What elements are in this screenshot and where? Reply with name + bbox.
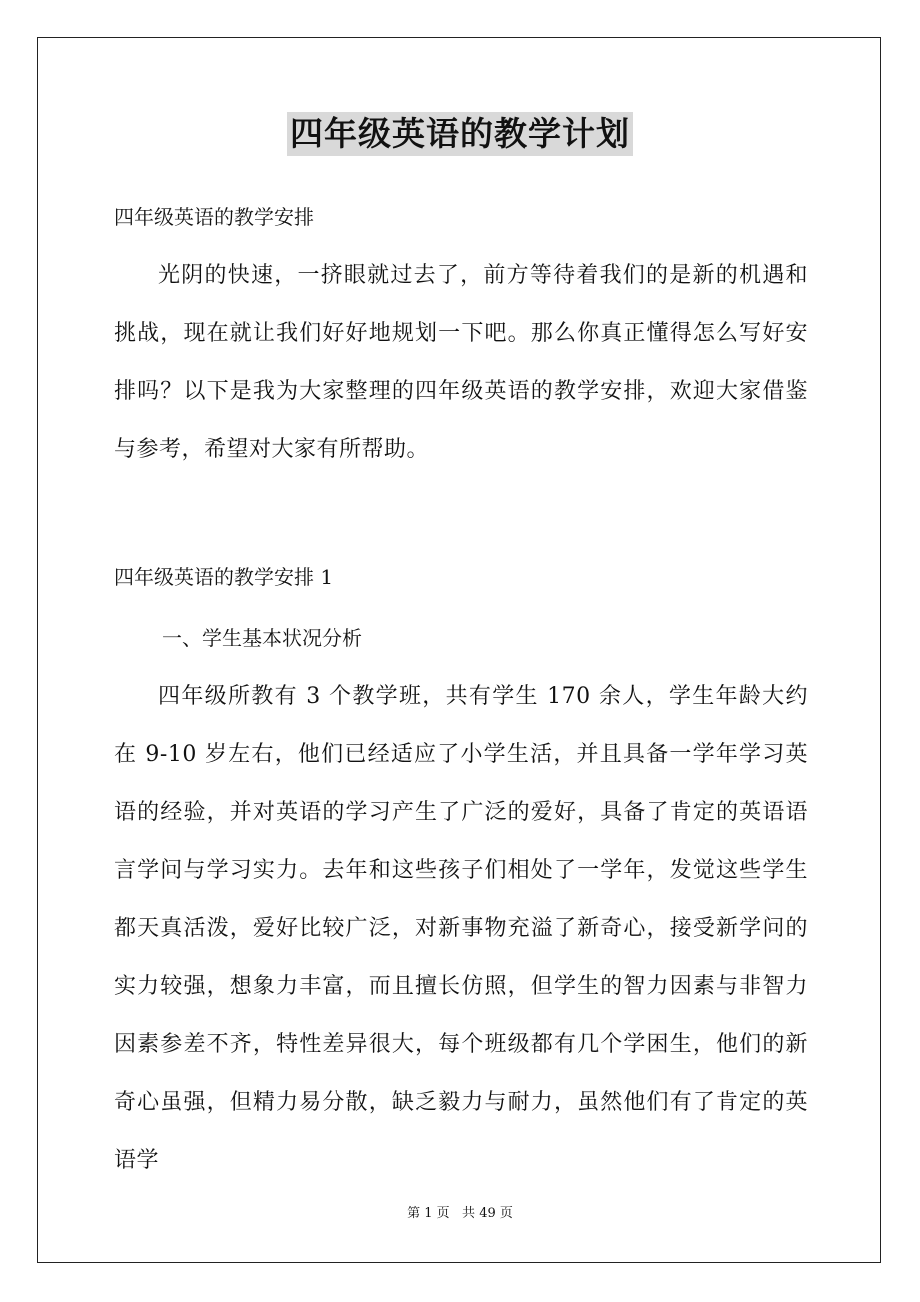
section-heading: 四年级英语的教学安排 [114, 205, 314, 229]
document-title: 四年级英语的教学计划 [287, 112, 633, 156]
plan-heading: 四年级英语的教学安排 1 [114, 565, 334, 589]
page-footer: 第 1 页 共 49 页 [407, 1206, 513, 1221]
intro-paragraph: 光阴的快速，一挤眼就过去了，前方等待着我们的是新的机遇和挑战，现在就让我们好好地规划一下吧。那么你真正懂得怎么写好安排吗？以下是我为大家整理的四年级英语的教学安排，欢迎大家借鉴与参考，希望对大家有所帮助。 [114, 263, 808, 462]
document-title-block [0, 112, 920, 156]
body-paragraph: 四年级所教有 3 个教学班，共有学生 170 余人，学生年龄大约在 9-10 岁左右，他们已经适应了小学生活，并且具备一学年学习英语的经验，并对英语的学习产生了广泛的爱好，具备了肯定的英语语言学问与学习实力。去年和这些孩子们相处了一学年，发觉这些学生都天真活泼，爱好比较广泛，对新事物充溢了新奇心，接受新学问的实力较强，想象力丰富，而且擅长仿照，但学生的智力因素与非智力因素参差不齐，特性差异很大，每个班级都有几个学困生，他们的新奇心虽强，但精力易分散，缺乏毅力与耐力，虽然他们有了肯定的英语学 [114, 684, 808, 1173]
subsection-heading: 一、学生基本状况分析 [162, 626, 362, 650]
